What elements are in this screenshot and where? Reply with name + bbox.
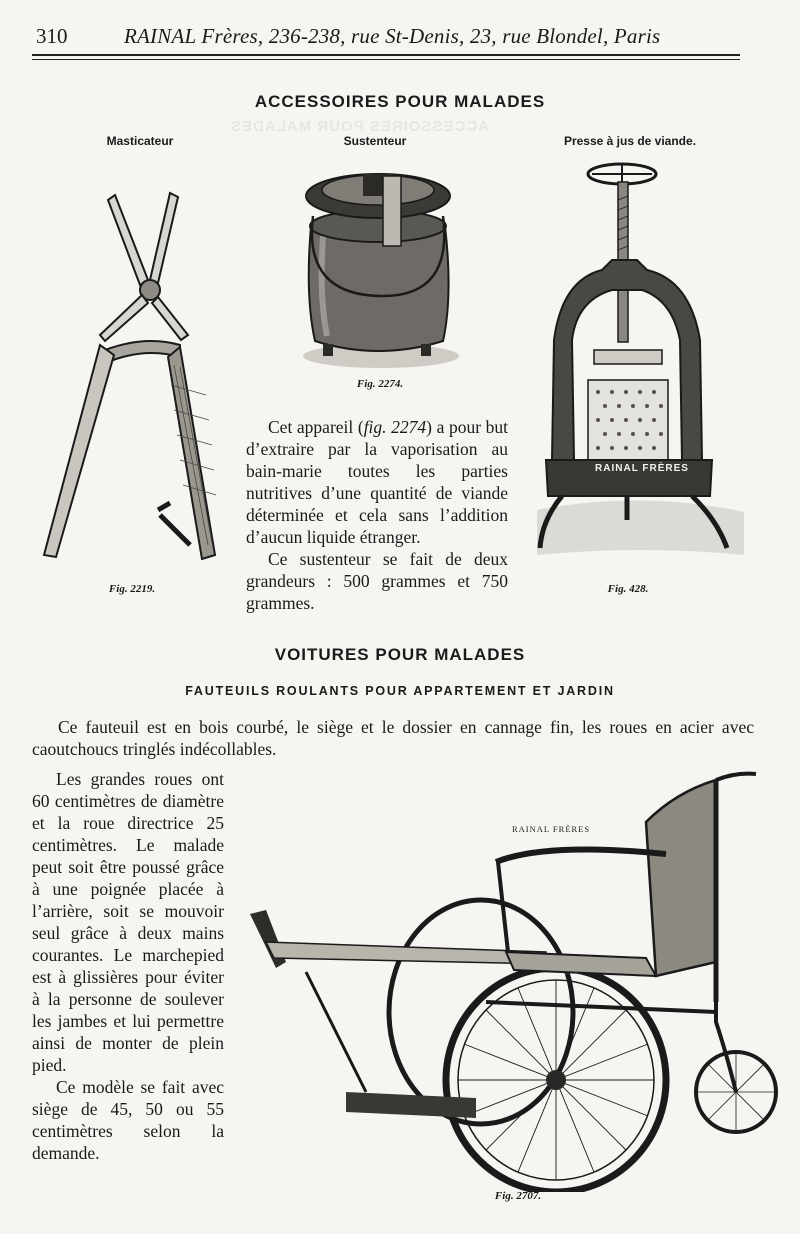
wheelchair-description: [32, 768, 224, 1164]
chair-brand-label: RAINAL FRÈRES: [512, 824, 591, 834]
sustenteur-illustration: [293, 156, 463, 376]
section-title-accessoires: ACCESSOIRES POUR MALADES: [254, 92, 546, 111]
section-subtitle: FAUTEUILS ROULANTS POUR APPARTEMENT ET JARDIN: [185, 684, 615, 698]
description-paragraph-1: Cet appareil (fig. 2274) a pour but d’extraire par la vaporisation au bain-marie toutes les parties nutritives d’une quantité de viande déterminée et cela sans l’addition d’aucun liquide étranger.: [246, 417, 508, 547]
caption-sustenteur: Sustenteur: [343, 134, 407, 148]
show-through-text: ACCESSOIRES POUR MALADES: [230, 118, 490, 135]
section-title-voitures: VOITURES POUR MALADES: [274, 645, 526, 664]
page-number: 310: [36, 24, 68, 48]
figure-label-428: Fig. 428.: [607, 583, 649, 595]
description-paragraph-2: Ce sustenteur se fait de deux grandeurs : 500 grammes et 750 grammes.: [246, 549, 508, 613]
header-rule: [32, 54, 740, 56]
publisher-line: RAINAL Frères, 236-238, rue St-Denis, 23, rue Blondel, Paris: [124, 24, 661, 48]
figure-label-2707: Fig. 2707.: [494, 1190, 542, 1202]
presse-illustration: [532, 160, 747, 560]
figure-label-2274: Fig. 2274.: [356, 378, 404, 390]
caption-presse: Presse à jus de viande.: [563, 134, 697, 148]
masticateur-illustration: [30, 185, 230, 580]
header-rule-thin: [32, 59, 740, 60]
caption-masticateur: Masticateur: [106, 134, 174, 148]
body-paragraph-2: Ce modèle se fait avec siège de 45, 50 ou 55 centimètres selon la demande.: [32, 1077, 224, 1163]
page-header: [36, 22, 736, 52]
body-paragraph-1: Les grandes roues ont 60 centimètres de diamètre et la roue directrice 25 centimètres. Le malade peut soit être poussé grâce à une poignée placée à l’arrière, soit se mouvoir seul grâce à deux mains courantes. Le marchepied est à glissières pour éviter à la personne de soulever les jambes et lui permettre ainsi de monter de plein pied.: [32, 769, 224, 1075]
sustenteur-description: [246, 416, 508, 614]
intro-paragraph: Ce fauteuil est en bois courbé, le siège et le dossier en cannage fin, les roues en acier avec caoutchoucs tringlés indécollables.: [32, 717, 754, 759]
figure-label-2219: Fig. 2219.: [108, 583, 156, 595]
press-brand-label: RAINAL FRÈRES: [595, 463, 689, 474]
